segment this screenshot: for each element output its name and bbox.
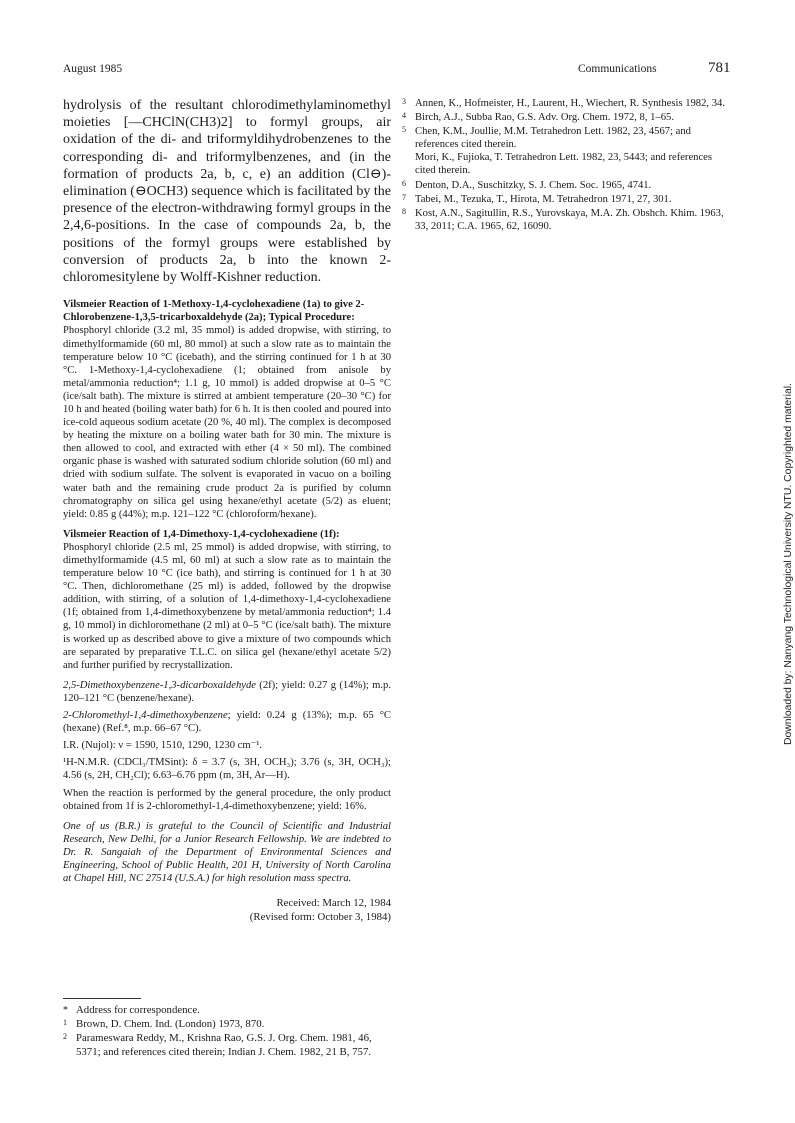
footnote-rule [63, 998, 141, 999]
procedure2-heading: Vilsmeier Reaction of 1,4-Dimethoxy-1,4-cyclohexadiene (1f): [63, 528, 340, 540]
product1-name: 2,5-Dimethoxybenzene-1,3-dicarboxaldehyde [63, 679, 256, 691]
received-dates [63, 897, 391, 924]
page-number: 781 [708, 60, 731, 76]
reference-item: 5 Chen, K.M., Joullie, M.M. Tetrahedron Lett. 1982, 23, 4567; and references cited therein. Mori, K., Fujioka, T. Tetrahedron Lett. 1982, 23, 5443; and references cited therein. [402, 125, 712, 177]
reference-item: 8 Kost, A.N., Sagitullin, R.S., Yurovskaya, M.A. Zh. Obshch. Khim. 1963, 33, 2011; C.A. 1965, 62, 16090. [402, 206, 724, 232]
product1-data: (2f); yield: 0.27 g (14%); m.p. 120–121 °C (benzene/hexane). [63, 679, 391, 704]
acknowledgement: One of us (B.R.) is grateful to the Council of Scientific and Industrial Research, New Delhi, for a Junior Research Fellowship. We are indebted to Dr. R. Sangaiah of the Department of Environmental Sciences and Engineering, School of Public Health, 201 H, University of North Carolina at Chapel Hill, NC 27514 (U.S.A.) for high resolution mass spectra. [63, 820, 391, 885]
footnotes [63, 1004, 391, 1060]
procedure2-body: Phosphoryl chloride (2.5 ml, 25 mmol) is added dropwise, with stirring, to dimethylformamide (4.5 ml, 60 ml) at such a slow rate as to maintain the temperature below 10 °C (ice bath), and stirring is continued for 1 h at 30 °C. Then, dichloromethane (25 ml) is added, followed by the dropwise addition, with stirring, of a solution of 1,4-dimethoxy-1,4-cyclohexadiene (1f; obtained from 1,4-dimethoxybenzene by metal/ammonia reduction⁴; 1.4 g, 10 mmol) in dichloromethane (2 ml) at 0–5 °C (ice/salt bath). The mixture is worked up as described above to give a mixture of two compounds which are separated by preparative T.L.C. on silica gel (hexane/ethyl acetate 5/2) and further purified by recrystallization. [63, 541, 391, 671]
nmr-data: ¹H-N.M.R. (CDCl₃/TMSint): δ = 3.7 (s, 3H, OCH₃); 3.76 (s, 3H, OCH₃); 4.56 (s, 2H, CH₂Cl); 6.63–6.76 ppm (m, 3H, Ar—H). [63, 757, 391, 782]
download-notice: Downloaded by: Nanyang Technological University NTU. Copyrighted material. [783, 383, 794, 745]
product1-entry [63, 679, 391, 705]
received-date: Received: March 12, 1984 [276, 897, 391, 910]
header-date: August 1985 [63, 63, 123, 75]
product2-entry [63, 709, 391, 735]
general-note: When the reaction is performed by the general procedure, the only product obtained from 1f is 2-chloromethyl-1,4-dimethoxybenzene; yield: 16%. [63, 787, 391, 812]
revised-date: (Revised form: October 3, 1984) [249, 910, 391, 923]
reference-item: 6 Denton, D.A., Suschitzky, S. J. Chem. Soc. 1965, 4741. [402, 178, 652, 191]
reference-item: 3 Annen, K., Hofmeister, H., Laurent, H., Wiechert, R. Synthesis 1982, 34. [402, 97, 725, 109]
procedure1-body: Phosphoryl chloride (3.2 ml, 35 mmol) is added dropwise, with stirring, to dimethylformamide (60 ml, 80 mmol) at such a slow rate as to maintain the temperature below 10 °C (icebath), and the stirring continued for 1 h at 30 °C. 1-Methoxy-1,4-cyclohexadiene (1; obtained from anisole by metal/ammonia reduction⁴; 1.1 g, 10 mmol) is added dropwise at 0–5 °C (ice/salt bath). The mixture is stirred at ambient temperature (20–30 °C) for 10 h and heated (boiling water bath) for 6 h. It is then cooled and poured into ice-cold aqueous sodium acetate (20 %, 40 ml). The complex is decomposed by heating the mixture on a boiling water bath for 30 min. The mixture is then allowed to cool, and extracted with ether (4 × 50 ml). The combined organic phase is washed with saturated sodium chloride solution (60 ml) and dried with sodium sulfate. The solvent is evaporated in vacuo on a boiling water bath and the remaining crude product 2a is purified by column chromatography on silica gel using hexane/ethyl acetate (5/2) as eluent; yield: 0.85 g (44%); m.p. 121–122 °C (chloroform/hexane). [63, 325, 391, 520]
footnote-item: 2 Parameswara Reddy, M., Krishna Rao, G.S. J. Org. Chem. 1981, 46, 5371; and references cited therein; Indian J. Chem. 1982, 21 B, 757. [63, 1032, 372, 1058]
references-column [402, 97, 734, 234]
reference-item: 7 Tabei, M., Tezuka, T., Hirota, M. Tetrahedron 1971, 27, 301. [402, 192, 672, 205]
reference-item: 4 Birch, A.J., Subba Rao, G.S. Adv. Org. Chem. 1972, 8, 1–65. [402, 111, 674, 124]
product2-name: 2-Chloromethyl-1,4-dimethoxybenzene [63, 710, 228, 722]
left-column [63, 97, 391, 924]
footnote-item: 1 Brown, D. Chem. Ind. (London) 1973, 870. [63, 1018, 265, 1031]
ir-data: I.R. (Nujol): ν = 1590, 1510, 1290, 1230 cm⁻¹. [63, 740, 263, 752]
footnote-star: * Address for correspondence. [63, 1004, 200, 1016]
procedure1-heading: Vilsmeier Reaction of 1-Methoxy-1,4-cyclohexadiene (1a) to give 2-Chlorobenzene-1,3,5-tricarboxaldehyde (2a); Typical Procedure: [63, 299, 365, 324]
intro-paragraph: hydrolysis of the resultant chlorodimethylaminomethyl moieties [—CHClN(CH3)2] to formyl groups, air oxidation of the di- and triformyldihydrobenzenes to the corresponding di- and triformylbenzenes, and (in the formation of products 2a, b, c, e) an addition (Cl⊖)-elimination (⊖OCH3) sequence which is facilitated by the presence of the electron-withdrawing formyl groups in the 2,4,6-positions. In the case of compounds 2a, b, the positions of the formyl groups were established by conversion of products 2a, b into the known 2-chloromesitylene by Wolff-Kishner reduction. [63, 98, 391, 286]
header-section: Communications [578, 63, 657, 75]
product2-data: ; yield: 0.24 g (13%); m.p. 65 °C (hexane) (Ref.⁸, m.p. 66–67 °C). [63, 710, 391, 735]
